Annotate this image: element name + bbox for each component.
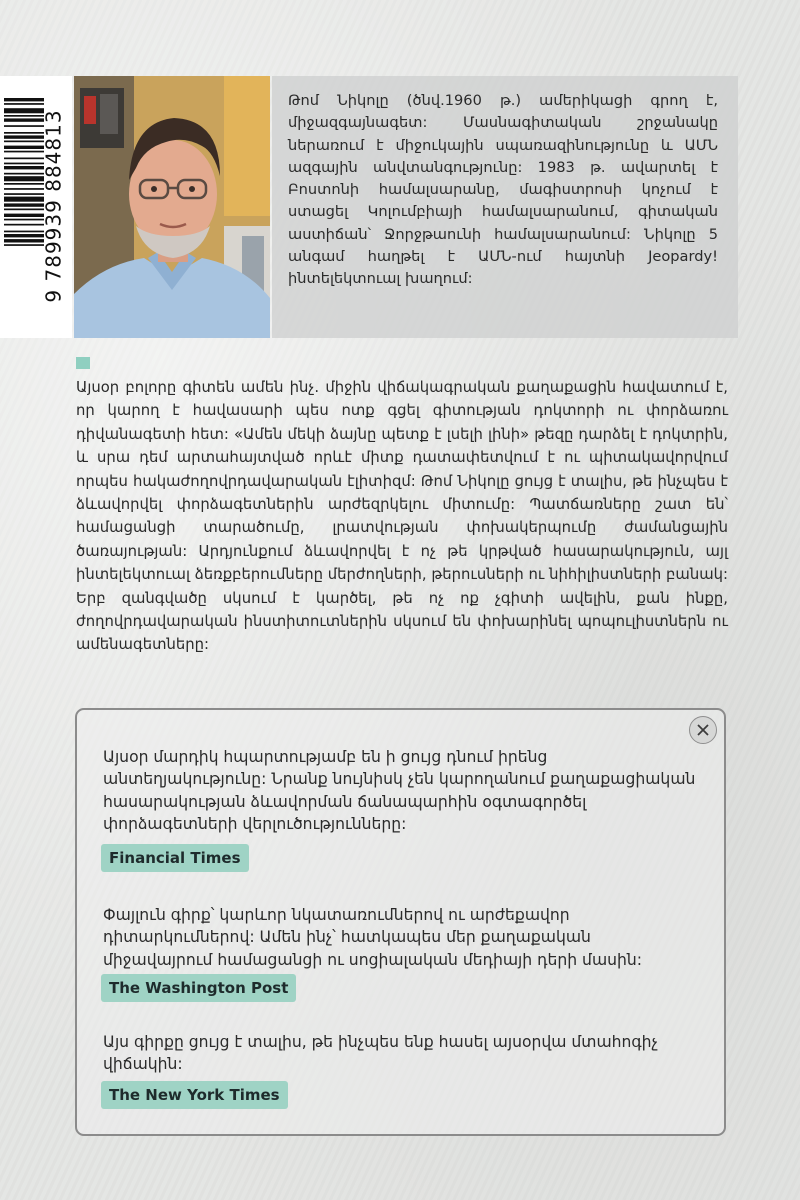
author-bio: Թոմ Նիկոլը (ծնվ.1960 թ.) ամերիկացի գրող է, միջազգայնագետ: Մասնագիտական շրջանակը ներառում է միջուկային սպառազինությունը և ԱՄՆ ազգային անվտանգությունը: 1983 թ. ավարտել է Բոստոնի համալսարանը, մագիստրոսի կոչում է ստացել Կոլումբիայի համալսարանում, գիտական աստիճան՝ Ջորջթաունի համալսարանում: Նիկոլը 5 անգամ հաղթել է ԱՄՆ-ում հայտնի Jeopardy! ինտելեկտուալ խաղում: xyxy=(288,92,718,288)
author-portrait-icon xyxy=(74,76,270,338)
author-photo xyxy=(74,76,270,338)
review-quote-3: Այս գիրքը ցույց է տալիս, թե ինչպես ենք հասել այսօրվա մտահոգիչ վիճակին: xyxy=(103,1033,658,1074)
barcode-icon xyxy=(4,98,44,316)
close-icon xyxy=(696,723,710,737)
barcode-number: 9 789939 884813 xyxy=(42,109,67,303)
author-bio-panel xyxy=(272,76,738,338)
barcode-number-wrap xyxy=(40,86,68,326)
review-source-2: The Washington Post xyxy=(101,974,296,1002)
accent-square xyxy=(76,357,90,369)
review-quote-1: Այսօր մարդիկ հպարտությամբ են ի ցույց դնում իրենց անտեղյակությունը: Նրանք նույնիսկ չեն կարողանում քաղաքացիական հասարակության ձևավորման ճանապարհին օգտագործել փորձագետների վերլուծությունները: xyxy=(103,748,696,834)
review-source-1: Financial Times xyxy=(101,844,249,872)
barcode xyxy=(0,76,72,338)
review-quote-2: Փայլուն գիրք՝ կարևոր նկատառումներով ու արժեքավոր դիտարկումներով: Ամեն ինչ՝ հատկապես մեր քաղաքական միջավայրում համացանցի ու սոցիալական մեդիայի դերի մասին: xyxy=(103,906,643,969)
close-button[interactable] xyxy=(689,716,717,744)
review-source-3: The New York Times xyxy=(101,1081,288,1109)
book-description: Այսօր բոլորը գիտեն ամեն ինչ. միջին վիճակագրական քաղաքացին հավատում է, որ կարող է հավասարի պես ոտք գցել գիտության դոկտորի ու փորձառու դիվանագետի հետ: «Ամեն մեկի ձայնը պետք է լսելի լինի» թեզը դարձել է դոկտրին, և սրա դեմ արտահայտված որևէ միտք դատափետվում է ու պիտակավորվում որպես հակաժողովրդավարական էլիտիզմ: Թոմ Նիկոլը ցույց է տալիս, թե ինչպես է ձևավորվել փորձագետներին արժեզրկելու միտումը: Պատճառները շատ են՝ համացանցի տարածումը, լրատվության փոխակերպումը ժամանցային ծառայության: Արդյունքում ձևավորվել է ոչ թե կրթված հասարակություն, այլ ինտելեկտուալ ձեռքբերումները մերժողների, թերուսների ու նիհիլիստների բանակ: Երբ զանգվածը սկսում է կարծել, թե ոչ ոք չգիտի ավելին, քան ինքը, ժողովրդավարական ինստիտուտներին սկսում են փոխարինել պոպուլիստներն ու ամենագետները: xyxy=(76,379,728,654)
